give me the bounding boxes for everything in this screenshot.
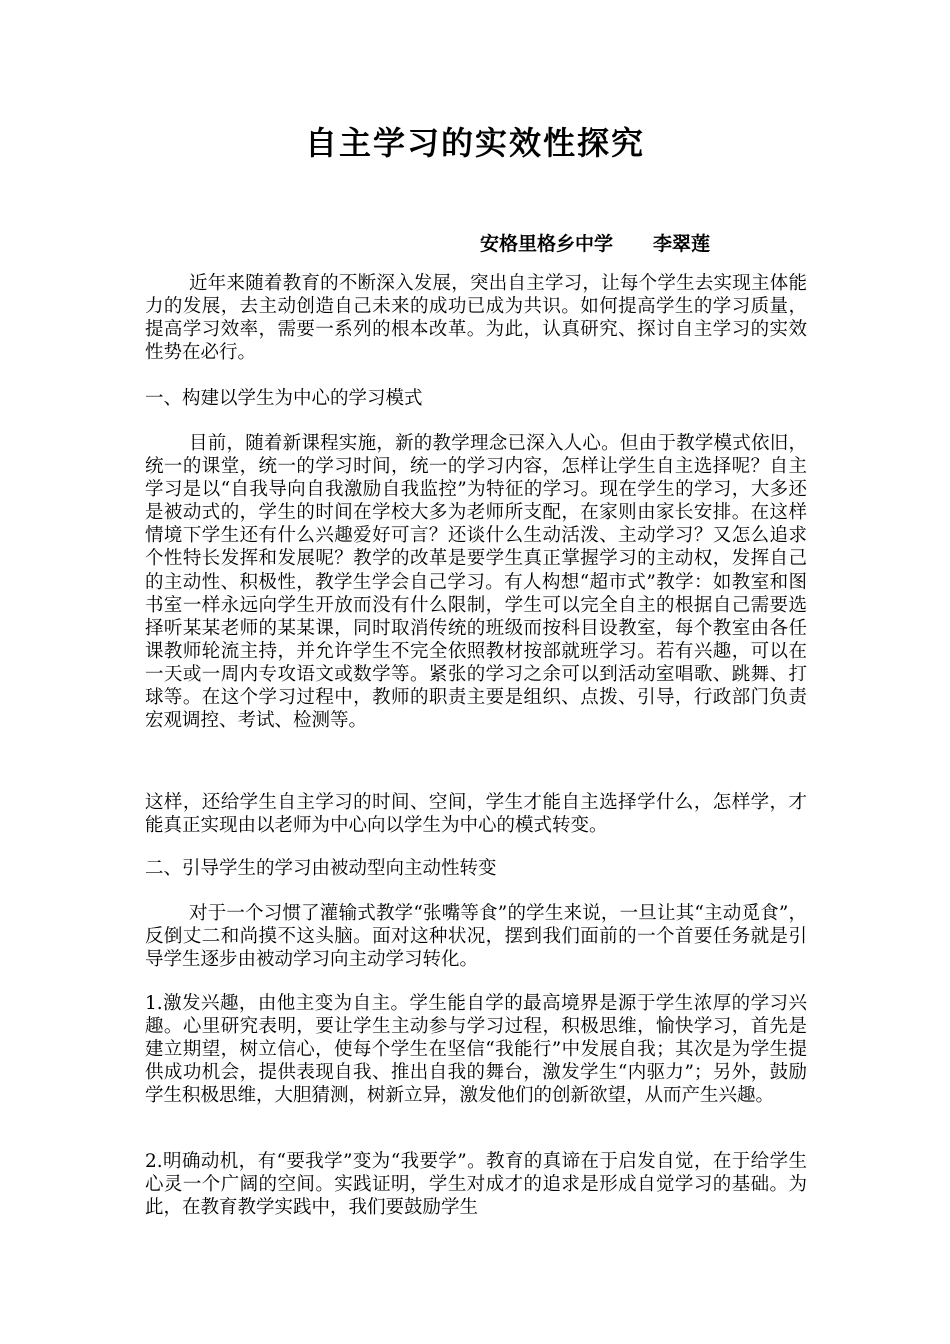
- section-2-point-2: 2.明确动机，有“要我学”变为“我要学”。教育的真谛在于启发自觉，在于给学生心灵一个广阔的空间。实践证明，学生对成才的追求是形成自觉学习的基础。为此，在教育教学实践中，我们要鼓励学生: [145, 1151, 807, 1219]
- document-title: 自主学习的实效性探究: [304, 124, 645, 162]
- section-2-heading: 二、引导学生的学习由被动型向主动性转变: [145, 858, 497, 879]
- section-1-paragraph: 目前，随着新课程实施，新的教学理念已深入人心。但由于教学模式依旧，统一的课堂，统一的学习时间，统一的学习内容，怎样让学生自主选择呢？自主学习是以“自我导向自我激励自我监控”为特征的学习。现在学生的学习，大多还是被动式的，学生的时间在学校大多为老师所支配，在家则由家长安排。在这样情境下学生还有什么兴趣爱好可言？还谈什么生动活泼、主动学习？又怎么追求个性特长发挥和发展呢？教学的改革是要学生真正掌握学习的主动权，发挥自己的主动性、积极性，教学生学会自己学习。有人构想“超市式”教学：如教室和图书室一样永远向学生开放而没有什么限制，学生可以完全自主的根据自己需要选择听某某老师的某某课，同时取消传统的班级而按科目设教室，每个教室由各任课教师轮流主持，并允许学生不完全依照教材按部就班学习。若有兴趣，可以在一天或一周内专攻语文或数学等。紧张的学习之余可以到活动室唱歌、跳舞、打球等。在这个学习过程中，教师的职责主要是组织、点拨、引导，行政部门负责宏观调控、考试、检测等。: [145, 433, 807, 732]
- intro-paragraph: 近年来随着教育的不断深入发展，突出自主学习，让每个学生去实现主体能力的发展，去主动创造自己未来的成功已成为共识。如何提高学生的学习质量，提高学习效率，需要一系列的根本改革。为此，认真研究、探讨自主学习的实效性势在必行。: [145, 273, 807, 364]
- author-byline: [480, 229, 710, 256]
- section-2-point-1: 1.激发兴趣，由他主变为自主。学生能自学的最高境界是源于学生浓厚的学习兴趣。心里研究表明，要让学生主动参与学习过程，积极思维，愉快学习，首先是建立期望，树立信心，使每个学生在坚信“我能行”中发展自我；其次是为学生提供成功机会，提供表现自我、推出自我的舞台，激发学生“内驱力”；另外，鼓励学生积极思维，大胆猜测，树新立异，激发他们的创新欲望，从而产生兴趣。: [145, 993, 807, 1107]
- section-2-paragraph: 对于一个习惯了灌输式教学“张嘴等食”的学生来说，一旦让其“主动觅食”，反倒丈二和尚摸不这头脑。面对这种状况，摆到我们面前的一个首要任务就是引导学生逐步由被动学习向主动学习转化。: [145, 903, 807, 971]
- section-1-conclusion: 这样，还给学生自主学习的时间、空间，学生才能自主选择学什么，怎样学，才能真正实现由以老师为中心向以学生为中心的模式转变。: [145, 792, 807, 837]
- author-name: 李翠莲: [653, 233, 711, 255]
- section-1-heading: 一、构建以学生为中心的学习模式: [145, 388, 423, 409]
- author-school: 安格里格乡中学: [480, 233, 614, 255]
